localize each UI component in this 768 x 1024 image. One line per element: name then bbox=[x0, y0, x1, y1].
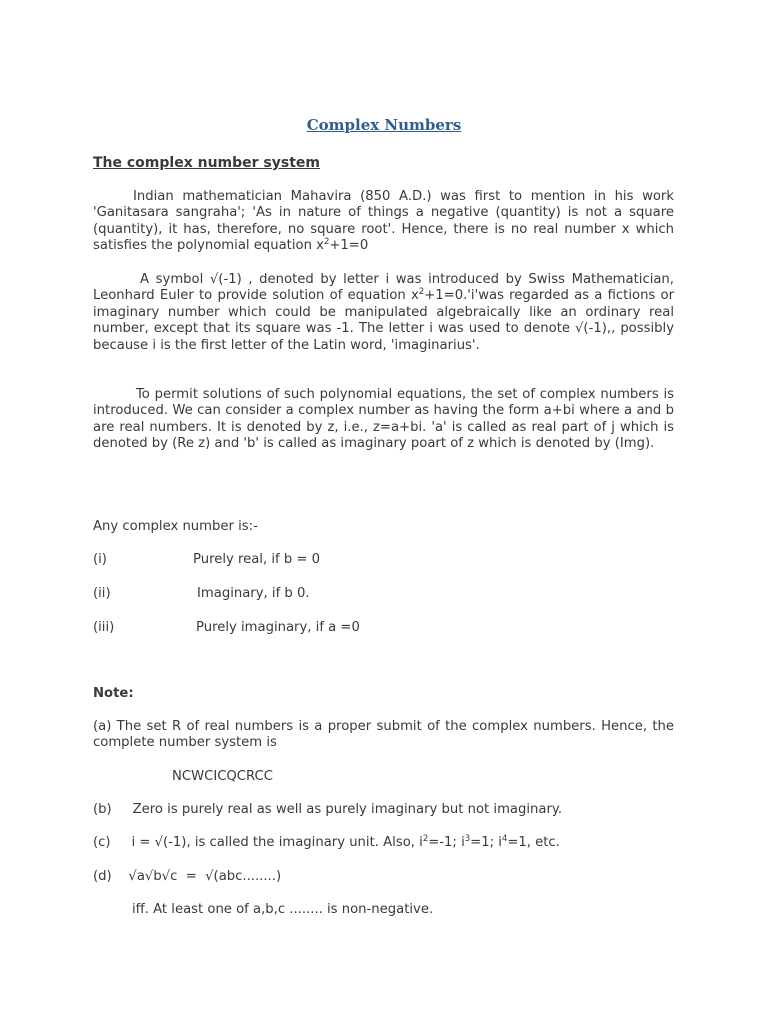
superscript: 2 bbox=[418, 287, 425, 298]
paragraph-mahavira bbox=[93, 189, 674, 255]
paragraph-euler bbox=[93, 272, 674, 354]
case-label: (i) bbox=[93, 552, 107, 567]
paragraph-text: +1=0.'i'was regarded as a fictions or imaginary number which could be manipulated algebraically like an ordinary real number, except that its square was -1. The letter i was used to denote √(-1),, possibly because i is the first letter of the Latin word, 'imaginarius'. bbox=[93, 288, 675, 353]
page-title: Complex Numbers bbox=[306, 116, 462, 134]
section-heading: The complex number system bbox=[93, 155, 320, 171]
superscript: 2 bbox=[323, 237, 330, 248]
note-a: (a) The set R of real numbers is a proper submit of the complex numbers. Hence, the complete number system is bbox=[93, 719, 674, 751]
paragraph-text: Indian mathematician Mahavira (850 A.D.) was first to mention in his work 'Ganitasara sangraha'; 'As in nature of things a negative (quantity) is not a square (quantity), it has, therefore, no square root'. Hence, there is no real number x which satisfies the polynomial equation x bbox=[93, 189, 674, 254]
note-b: (b) Zero is purely real as well as purely imaginary but not imaginary. bbox=[93, 802, 563, 817]
note-text: =-1; i bbox=[428, 835, 465, 850]
superscript: 4 bbox=[501, 834, 508, 844]
case-text: Purely real, if b = 0 bbox=[193, 552, 321, 567]
any-complex-label: Any complex number is:- bbox=[93, 519, 258, 534]
number-system-chain: NCWCICQCRCC bbox=[172, 769, 273, 784]
case-label: (iii) bbox=[93, 620, 115, 635]
note-text: =1; i bbox=[470, 835, 502, 850]
case-text: Purely imaginary, if a =0 bbox=[196, 620, 360, 635]
note-d: (d) √a√b√c = √(abc........) bbox=[93, 869, 282, 884]
note-c bbox=[93, 835, 560, 851]
note-text: (c) i = √(-1), is called the imaginary unit. Also, i bbox=[93, 835, 423, 850]
paragraph-text: A symbol √(-1) , denoted by letter i was introduced by Swiss Mathematician, Leonhard Euler to provide solution of equation x bbox=[93, 272, 674, 304]
paragraph-complex-intro: To permit solutions of such polynomial equations, the set of complex numbers is introduced. We can consider a complex number as having the form a+bi where a and b are real numbers. It is denoted by z, i.e., z=a+bi. 'a' is called as real part of j which is denoted by (Re z) and 'b' is called as imaginary poart of z which is denoted by (Img). bbox=[93, 387, 674, 452]
note-text: =1, etc. bbox=[507, 835, 560, 850]
superscript: 3 bbox=[464, 834, 471, 844]
superscript: 2 bbox=[422, 834, 429, 844]
case-label: (ii) bbox=[93, 586, 111, 601]
paragraph-text: +1=0 bbox=[329, 238, 369, 254]
case-text: Imaginary, if b 0. bbox=[197, 586, 310, 601]
note-label: Note: bbox=[93, 686, 134, 701]
note-d-condition: iff. At least one of a,b,c ........ is non-negative. bbox=[132, 902, 434, 917]
